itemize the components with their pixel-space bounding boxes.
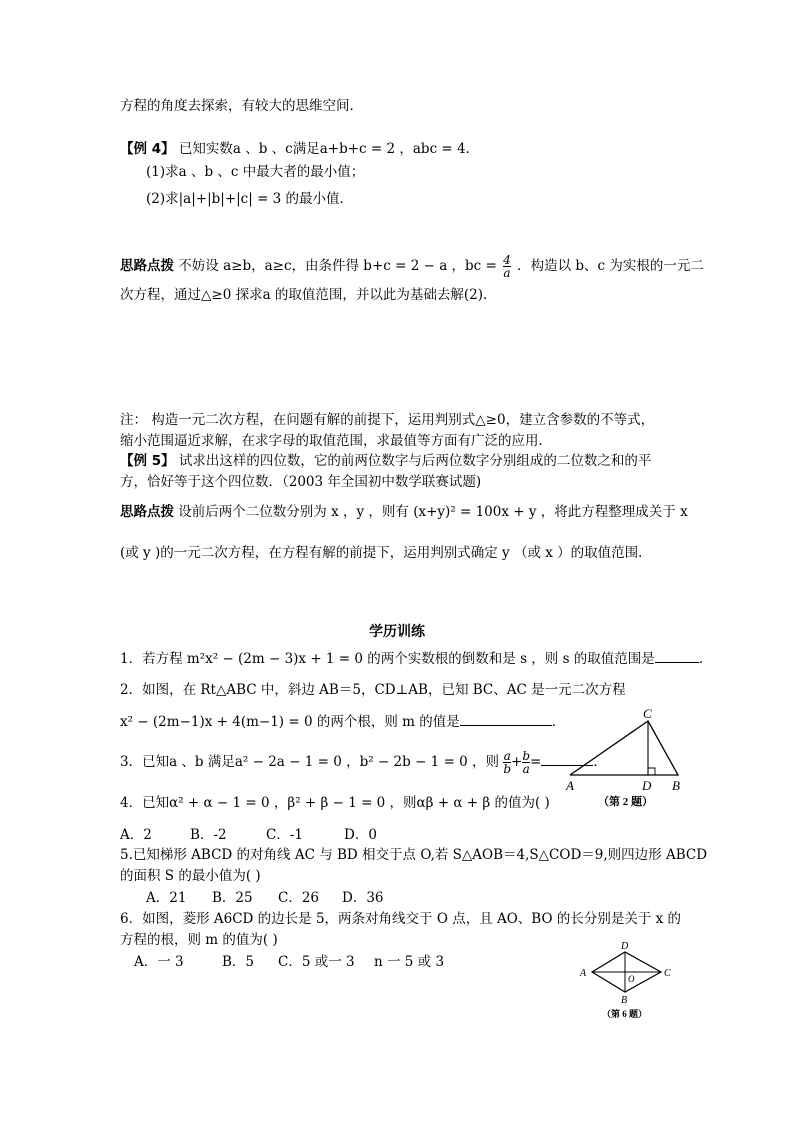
- example4-stem-text: 已知实数a 、b 、c满足a+b+c = 2 ，abc = 4．: [178, 141, 480, 157]
- figure-2-triangle: [560, 704, 690, 808]
- label-c: C: [664, 968, 671, 979]
- example4-q1: (1)求a 、b 、c 中最大者的最小值；: [146, 164, 365, 180]
- hint4-line1: [120, 254, 704, 279]
- hint4-frac-num: 4: [503, 253, 511, 267]
- p6-option-c: C．5 或一 3: [278, 954, 355, 970]
- problem-4-options: [120, 826, 377, 844]
- label-o: O: [628, 974, 635, 984]
- problem-6-line1: 6．如图，菱形 A6CD 的边长是 5，两条对角线交于 O 点，且 AO、BO 的长分别是关于 x 的: [120, 911, 682, 927]
- problem-2-end: ．: [551, 714, 566, 730]
- example5-tag: 【例 5】: [120, 453, 175, 469]
- problem-1-text: 1．若方程 m²x² − (2m − 3)x + 1 = 0 的两个实数根的倒数和是 s ，则 s 的取值范围是: [120, 651, 655, 667]
- hint4-text-a: 不妨设 a≥b，a≥c，由条件得 b+c = 2 − a ，bc =: [178, 258, 497, 274]
- figure-6-rhombus: [574, 940, 684, 1022]
- p3-f1-num: a: [503, 749, 511, 763]
- label-c: C: [643, 706, 652, 721]
- hint4-text-b: ．构造以 b、c 为实根的一元二: [517, 258, 704, 274]
- p6-option-d: n 一 5 或 3: [374, 954, 445, 970]
- p3-f2-num: b: [522, 749, 531, 763]
- hint4-line2: 次方程，通过△≥0 探求a 的取值范围，并以此为基础去解(2).: [120, 287, 488, 303]
- example4-q2: (2)求|a|+|b|+|c| = 3 的最小值．: [146, 191, 354, 207]
- answer-blank-2: [460, 713, 552, 726]
- p3-equals: =: [530, 754, 542, 770]
- problem-5-line2: 的面积 S 的最小值为( ): [120, 868, 261, 884]
- p5-option-d: D．36: [342, 890, 384, 906]
- p3-f1-den: b: [503, 762, 512, 776]
- example4-stem: [120, 140, 479, 158]
- label-a: A: [580, 968, 587, 979]
- label-d: D: [642, 778, 652, 793]
- p4-option-b: B．-2: [190, 827, 227, 843]
- problem-1: [120, 650, 712, 668]
- p3-fraction-1: [503, 750, 511, 775]
- example5-line2: 方，恰好等于这个四位数．（2003 年全国初中数学联赛试题): [120, 474, 482, 490]
- problem-4: 4．已知α² + α − 1 = 0 ，β² + β − 1 = 0 ，则αβ + α + β 的值为( ): [120, 795, 550, 811]
- problem-6-options: [134, 953, 444, 971]
- p6-option-a: A．一 3: [134, 954, 184, 970]
- hint4-fraction: [503, 254, 511, 279]
- figure-6-caption: （第 6 题）: [602, 1009, 648, 1019]
- label-a: A: [566, 778, 574, 793]
- answer-blank-1: [655, 650, 699, 663]
- label-b: B: [672, 778, 680, 793]
- right-angle-mark: [648, 768, 655, 775]
- figure-2-caption: （第 2 题）: [598, 796, 653, 808]
- p5-option-a: A．21: [146, 890, 187, 906]
- hint5-label: 思路点拨: [120, 504, 174, 520]
- label-b: B: [621, 995, 628, 1006]
- hint4-frac-den: a: [503, 266, 511, 280]
- p6-option-b: B．5: [222, 954, 255, 970]
- p5-option-c: C．26: [278, 890, 320, 906]
- section-title: 学历训练: [369, 624, 425, 640]
- problem-6-line2: 方程的根，则 m 的值为( ): [120, 932, 278, 948]
- problem-5-options: [146, 889, 384, 907]
- p4-option-a: A．2: [120, 827, 152, 843]
- problem-5-line1: 5.已知梯形 ABCD 的对角线 AC 与 BD 相交于点 O,若 S△AOB＝4,S△COD＝9,则四边形 ABCD: [120, 847, 708, 863]
- problem-3-text: 3．已知a 、b 满足a² − 2a − 1 = 0 ，b² − 2b − 1 = 0 ，则: [120, 754, 500, 770]
- label-d: D: [621, 941, 629, 952]
- problem-2-text: x² − (2m−1)x + 4(m−1) = 0 的两个根，则 m 的值是: [120, 714, 460, 730]
- problem-1-end: ．: [698, 651, 713, 667]
- problem-2-line1: 2．如图，在 Rt△ABC 中，斜边 AB＝5，CD⊥AB，已知 BC、AC 是一元二次方程: [120, 682, 626, 698]
- p4-option-d: D．0: [344, 827, 377, 843]
- problem-2-line2: [120, 713, 565, 731]
- hint5-line2: (或 y )的一元二次方程，在方程有解的前提下，运用判别式确定 y （或 x ）的取值范围．: [120, 545, 652, 561]
- problem-3-end: ．: [593, 754, 607, 770]
- triangle-abc: [570, 721, 678, 775]
- example4-tag: 【例 4】: [120, 141, 175, 157]
- p5-option-b: B．25: [212, 890, 253, 906]
- example5-text: 试求出这样的四位数，它的前两位数字与后两位数字分别组成的二位数之和的平: [178, 453, 652, 469]
- note-line1: 注： 构造一元二次方程，在问题有解的前提下，运用判别式△≥0，建立含参数的不等式，: [120, 412, 655, 428]
- hint5-text: 设前后两个二位数分别为 x ，y ，则有 (x+y)² = 100x + y ，将此方程整理成关于 x: [178, 504, 688, 520]
- p3-f2-den: a: [522, 762, 530, 776]
- p4-option-c: C．-1: [266, 827, 303, 843]
- example5-line1: [120, 452, 651, 470]
- p3-plus: +: [511, 754, 523, 770]
- p3-fraction-2: [522, 750, 530, 775]
- note-line2: 缩小范围逼近求解，在求字母的取值范围，求最值等方面有广泛的应用．: [120, 433, 552, 449]
- hint4-label: 思路点拨: [120, 258, 174, 274]
- problem-3: [120, 750, 607, 775]
- hint5-line1: [120, 503, 688, 521]
- intro-text: 方程的角度去探索，有较大的思维空间．: [120, 98, 363, 114]
